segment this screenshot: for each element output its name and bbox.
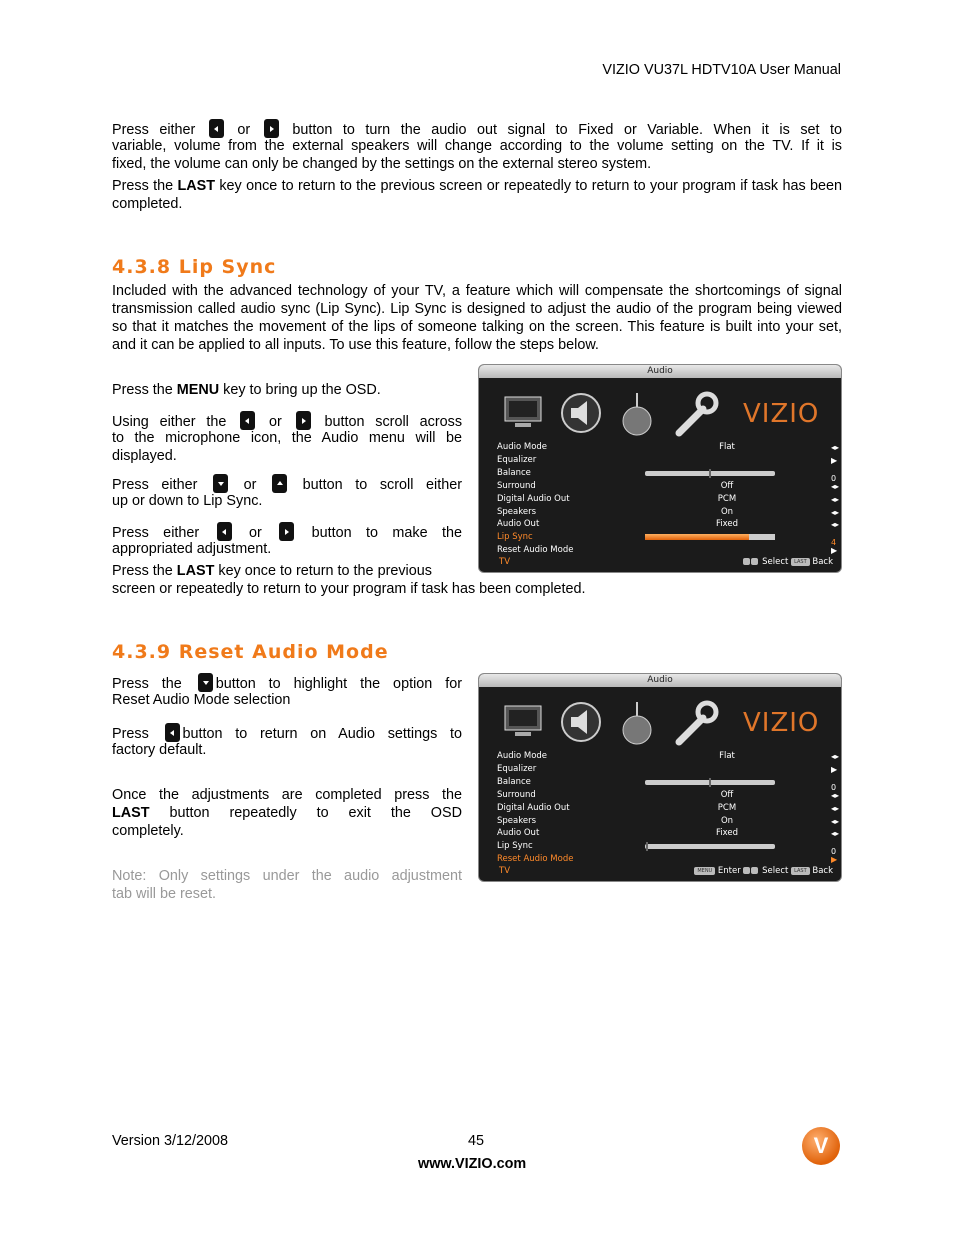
left-button-icon (165, 723, 180, 742)
reset-step-2-line2: factory default. (112, 742, 207, 758)
intro-line-1: Press either or button to turn the audio out signal to Fixed or Variable. When it is set to (112, 119, 842, 139)
right-button-icon (296, 411, 311, 430)
osd-row-indicator: 0 (831, 782, 837, 792)
reset-step-3-line3: completely. (112, 823, 184, 839)
osd-row-label: Audio Mode (497, 442, 548, 452)
osd-row-value: Flat (719, 751, 735, 761)
osd-row-indicator: 4 (831, 538, 837, 548)
left-button-icon (240, 411, 255, 430)
wrench-icon (673, 700, 721, 748)
osd-row-indicator: ◂▸ (831, 790, 840, 800)
osd-menu-row[interactable] (497, 815, 840, 828)
osd-row-label: Audio Out (497, 828, 540, 839)
osd-row-label: Balance (497, 467, 531, 478)
wrench-icon (673, 391, 721, 439)
lip-step-4-line2: appropriated adjustment. (112, 541, 272, 557)
osd-row-label: Surround (497, 789, 536, 800)
vizio-v-logo: V (802, 1127, 840, 1165)
lip-step-5-line2: screen or repeatedly to return to your program if task has been completed. (112, 581, 586, 597)
audio-osd-lip-sync (478, 364, 842, 573)
lip-sync-level-bar[interactable] (645, 534, 775, 540)
osd-menu-row[interactable] (497, 789, 840, 802)
osd-row-value: On (720, 506, 734, 517)
osd-menu-row[interactable] (497, 840, 837, 857)
osd-row-indicator: ◂▸ (831, 520, 840, 530)
osd-menu-row[interactable] (497, 750, 840, 763)
left-button-icon (217, 522, 232, 541)
osd-slider[interactable] (645, 844, 775, 849)
osd-title-bar: Audio (479, 365, 841, 378)
lip-step-3-line2: up or down to Lip Sync. (112, 493, 263, 509)
osd-row-indicator: 0 (831, 847, 837, 857)
osd-row-value: PCM (717, 493, 737, 504)
osd-row-label: Reset Audio Mode (497, 545, 574, 556)
reset-note-line2: tab will be reset. (112, 886, 216, 902)
osd-footer (497, 557, 833, 569)
osd-row-label: Speakers (497, 815, 537, 826)
osd-row-indicator: ▶ (831, 855, 838, 865)
left-button-icon (209, 119, 224, 138)
osd-row-indicator: ▶ (831, 764, 838, 774)
lip-step-5: Press the LAST key once to return to the previous (112, 563, 432, 579)
footer-page-number: 45 (468, 1133, 485, 1149)
globe-icon (619, 700, 659, 748)
lip-step-2-line2: to the microphone icon, the Audio menu will be (112, 430, 462, 446)
osd-menu-row[interactable] (497, 776, 837, 792)
tv-icon (501, 700, 545, 740)
lip-sync-heading: 4.3.8 Lip Sync (112, 256, 277, 278)
right-button-icon (264, 119, 279, 138)
osd-icon-row (501, 391, 701, 439)
intro-last-paragraph: Press the LAST key once to return to the previous screen or repeatedly to return to your program if task has been completed. (112, 178, 842, 212)
osd-footer-keys: Select LAST Back (743, 557, 833, 567)
osd-menu-row[interactable] (497, 493, 840, 506)
osd-slider[interactable] (645, 780, 775, 785)
osd-footer (497, 866, 833, 878)
lip-sync-level-fill (645, 534, 749, 540)
osd-row-indicator: ◂▸ (831, 803, 840, 813)
osd-footer-keys: MENU Enter Select LAST Back (694, 866, 833, 876)
osd-slider[interactable] (645, 471, 775, 476)
osd-row-indicator: 0 (831, 473, 837, 483)
osd-row-label: Audio Mode (497, 751, 548, 761)
reset-note: Note: Only settings under the audio adjustment (112, 868, 462, 884)
osd-row-value: Fixed (715, 828, 739, 839)
audio-osd-reset (478, 673, 842, 882)
vizio-logo: VIZIO (743, 399, 820, 429)
left-right-key-icon (751, 867, 758, 874)
osd-row-label: Audio Out (497, 519, 540, 530)
osd-row-indicator: ◂▸ (831, 752, 840, 761)
osd-row-label: Equalizer (497, 763, 537, 774)
osd-menu-row[interactable] (497, 763, 838, 776)
globe-icon (619, 391, 659, 439)
lip-step-2: Using either the or button scroll across (112, 411, 462, 431)
osd-slider-knob[interactable] (709, 778, 711, 787)
footer-version: Version 3/12/2008 (112, 1133, 229, 1149)
osd-menu-row[interactable] (497, 518, 840, 531)
vizio-logo: VIZIO (743, 708, 820, 738)
osd-menu-row[interactable] (497, 853, 838, 866)
osd-row-value: PCM (717, 802, 737, 813)
page-header: VIZIO VU37L HDTV10A User Manual (602, 62, 841, 78)
osd-row-label: Surround (497, 480, 536, 491)
osd-menu-row[interactable] (497, 467, 837, 483)
osd-row-label: Lip Sync (497, 532, 533, 543)
osd-row-indicator: ▶ (831, 455, 838, 465)
osd-row-label: Speakers (497, 506, 537, 517)
osd-row-label: Balance (497, 776, 531, 787)
reset-audio-heading: 4.3.9 Reset Audio Mode (112, 641, 389, 663)
intro-line-3: fixed, the volume can only be changed by the settings on the external stereo system. (112, 156, 652, 172)
osd-title-bar: Audio (479, 674, 841, 687)
speaker-icon (559, 391, 603, 435)
right-button-icon (279, 522, 294, 541)
osd-row-value: Flat (719, 442, 735, 452)
osd-row-label: Digital Audio Out (497, 802, 570, 813)
osd-slider-knob[interactable] (709, 469, 711, 478)
osd-row-label: Lip Sync (497, 841, 533, 852)
osd-menu-row[interactable] (497, 802, 840, 815)
osd-menu-row[interactable] (497, 544, 838, 557)
osd-row-indicator: ◂▸ (831, 829, 840, 839)
last-key-icon: LAST (791, 867, 810, 875)
osd-menu-row[interactable] (497, 441, 840, 454)
osd-row-label: Digital Audio Out (497, 493, 570, 504)
osd-row-value: Fixed (715, 519, 739, 530)
intro-line-2: variable, volume from the external speakers will change according to the volume setting on the TV. If it is (112, 138, 842, 154)
up-button-icon (272, 474, 287, 493)
osd-row-indicator: ◂▸ (831, 507, 840, 517)
left-right-key-icon (751, 558, 758, 565)
osd-row-indicator: ◂▸ (831, 481, 840, 491)
osd-menu-row[interactable] (497, 506, 840, 519)
osd-menu-row[interactable] (497, 531, 837, 548)
input-label: TV (499, 557, 511, 567)
down-button-icon (213, 474, 228, 493)
reset-step-2: Press button to return on Audio settings to (112, 723, 462, 743)
lip-step-3: Press either or button to scroll either (112, 474, 462, 494)
reset-step-3-line2: LAST button repeatedly to exit the OSD (112, 805, 462, 821)
left-right-key-icon (743, 867, 750, 874)
lip-step-4: Press either or button to make the (112, 522, 462, 542)
osd-row-indicator: ◂▸ (831, 443, 840, 452)
osd-row-label: Equalizer (497, 454, 537, 465)
osd-icon-row (501, 700, 701, 748)
osd-row-label: Reset Audio Mode (497, 854, 574, 865)
last-key-icon: LAST (791, 558, 810, 566)
osd-menu-row[interactable] (497, 480, 840, 493)
lip-sync-body: Included with the advanced technology of your TV, a feature which will compensate the shortcomings of signal transmission called audio sync (Lip Sync). Lip Sync is designed to adjust the audio of the program being viewed so that it matches the movement of the lips of someone talking on the screen. This feature is built into your set, and it can be applied to all inputs. To use this feature, follow the steps below. (112, 283, 842, 353)
reset-step-3: Once the adjustments are completed press the (112, 787, 462, 803)
menu-key-icon: MENU (694, 867, 715, 875)
reset-step-1: Press the button to highlight the option for (112, 673, 462, 693)
footer-url: www.VIZIO.com (418, 1156, 527, 1172)
osd-row-indicator: ◂▸ (831, 816, 840, 826)
osd-slider-knob[interactable] (646, 842, 648, 851)
osd-row-value: Off (720, 789, 734, 800)
input-label: TV (499, 866, 511, 876)
lip-step-2-line3: displayed. (112, 448, 177, 464)
osd-row-value: On (720, 815, 734, 826)
osd-menu-row[interactable] (497, 827, 840, 840)
osd-row-indicator: ▶ (831, 546, 838, 556)
speaker-icon (559, 700, 603, 744)
tv-icon (501, 391, 545, 431)
reset-step-1-line2: Reset Audio Mode selection (112, 692, 291, 708)
osd-row-value: Off (720, 480, 734, 491)
lip-step-1: Press the MENU key to bring up the OSD. (112, 382, 381, 398)
down-button-icon (198, 673, 213, 692)
osd-menu-row[interactable] (497, 454, 838, 467)
left-right-key-icon (743, 558, 750, 565)
osd-row-indicator: ◂▸ (831, 494, 840, 504)
